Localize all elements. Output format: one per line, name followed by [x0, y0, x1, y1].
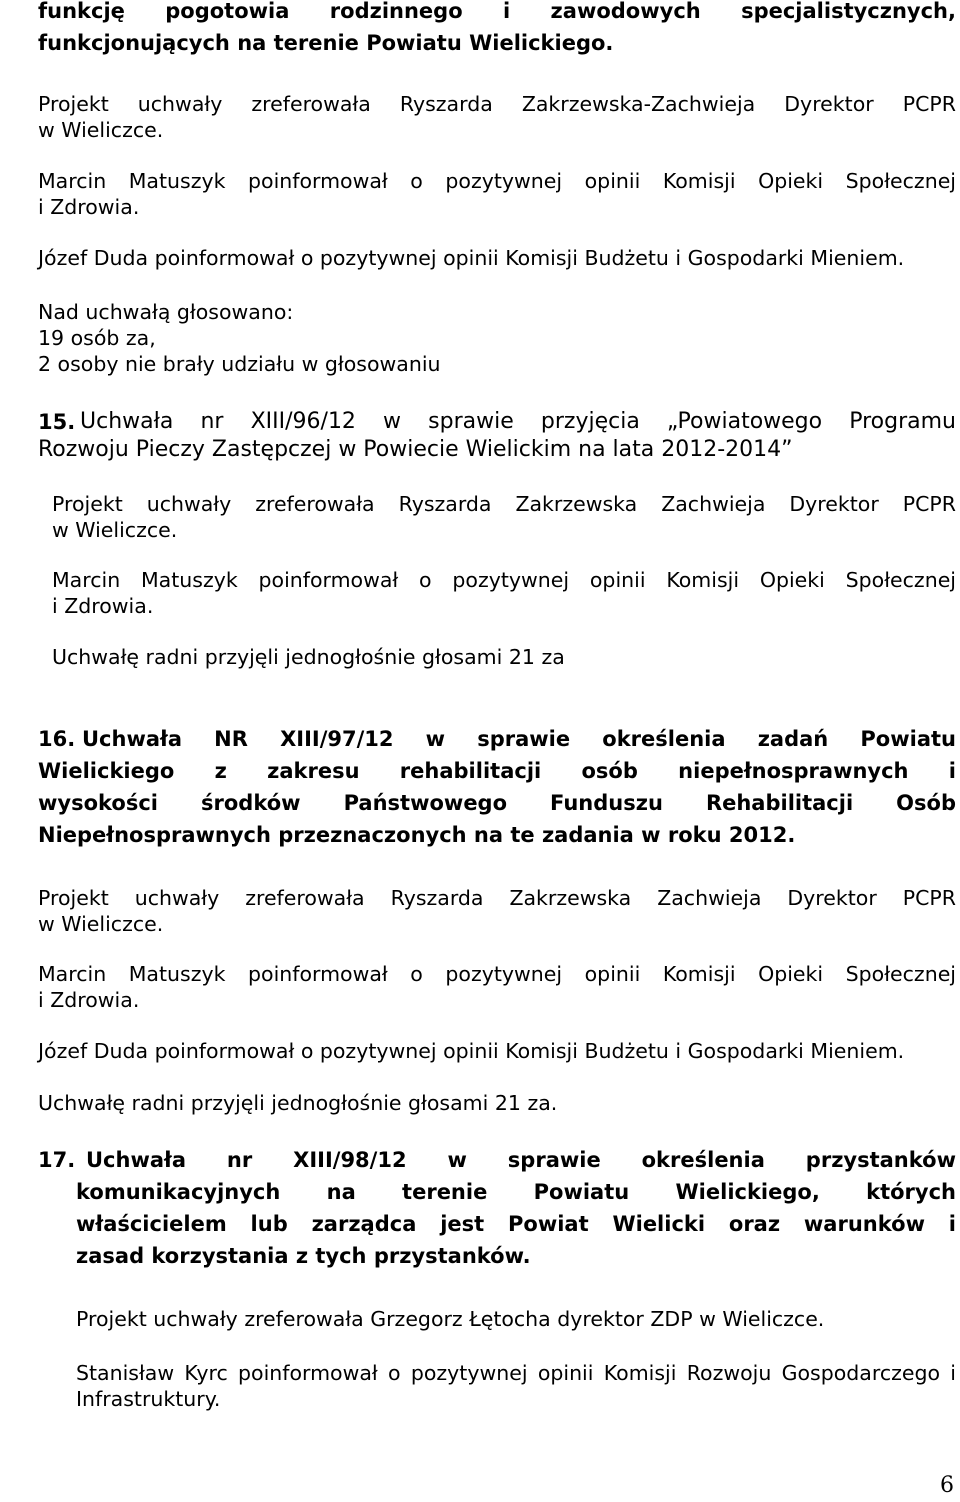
section-number: 15.	[38, 410, 76, 434]
paragraph: Marcin Matuszyk poinformował o pozytywnej opinii Komisji Opieki Społecznej	[38, 962, 956, 986]
section-title: Wielickiego z zakresu rehabilitacji osób niepełnosprawnych i	[38, 759, 956, 783]
paragraph: i Zdrowia.	[38, 988, 140, 1012]
paragraph: Infrastruktury.	[76, 1387, 221, 1411]
paragraph: i Zdrowia.	[38, 195, 140, 219]
section-title: zasad korzystania z tych przystanków.	[76, 1244, 531, 1268]
vote-abstain: 2 osoby nie brały udziału w głosowaniu	[38, 352, 441, 376]
vote-label: Nad uchwałą głosowano:	[38, 300, 294, 324]
paragraph: i Zdrowia.	[52, 594, 154, 618]
paragraph: Uchwałę radni przyjęli jednogłośnie głosami 21 za	[52, 645, 565, 669]
vote-for: 19 osób za,	[38, 326, 156, 350]
paragraph: Józef Duda poinformował o pozytywnej opinii Komisji Budżetu i Gospodarki Mieniem.	[38, 1039, 905, 1063]
paragraph: w Wieliczce.	[52, 518, 178, 542]
paragraph: Stanisław Kyrc poinformował o pozytywnej opinii Komisji Rozwoju Gospodarczego i	[76, 1361, 956, 1385]
paragraph: Projekt uchwały zreferowała Ryszarda Zakrzewska-Zachwieja Dyrektor PCPR	[38, 92, 956, 116]
section-title: Uchwała NR XIII/97/12 w sprawie określenia zadań Powiatu	[82, 727, 956, 751]
section-number: 16.	[38, 727, 76, 751]
paragraph: Projekt uchwały zreferowała Ryszarda Zakrzewska Zachwieja Dyrektor PCPR	[52, 492, 956, 516]
section-title: wysokości środków Państwowego Funduszu Rehabilitacji Osób	[38, 791, 956, 815]
paragraph: w Wieliczce.	[38, 118, 164, 142]
section-title: właścicielem lub zarządca jest Powiat Wielicki oraz warunków i	[76, 1212, 956, 1236]
section-title: Uchwała nr XIII/96/12 w sprawie przyjęcia „Powiatowego Programu	[80, 409, 956, 434]
section-title: Niepełnosprawnych przeznaczonych na te zadania w roku 2012.	[38, 823, 796, 847]
continued-heading-line1: funkcję pogotowia rodzinnego i zawodowych specjalistycznych,	[38, 0, 956, 23]
paragraph: Marcin Matuszyk poinformował o pozytywnej opinii Komisji Opieki Społecznej	[38, 169, 956, 193]
section-title: Rozwoju Pieczy Zastępczej w Powiecie Wielickim na lata 2012-2014”	[38, 437, 793, 462]
paragraph: Projekt uchwały zreferowała Ryszarda Zakrzewska Zachwieja Dyrektor PCPR	[38, 886, 956, 910]
paragraph: Projekt uchwały zreferowała Grzegorz Łętocha dyrektor ZDP w Wieliczce.	[76, 1307, 825, 1331]
paragraph: Józef Duda poinformował o pozytywnej opinii Komisji Budżetu i Gospodarki Mieniem.	[38, 246, 905, 270]
continued-heading-line2: funkcjonujących na terenie Powiatu Wielickiego.	[38, 31, 614, 55]
section-title: Uchwała nr XIII/98/12 w sprawie określenia przystanków	[86, 1148, 956, 1172]
paragraph: Uchwałę radni przyjęli jednogłośnie głosami 21 za.	[38, 1091, 558, 1115]
section-number: 17.	[38, 1148, 76, 1172]
page-number: 6	[940, 1473, 954, 1498]
paragraph: Marcin Matuszyk poinformował o pozytywnej opinii Komisji Opieki Społecznej	[52, 568, 956, 592]
paragraph: w Wieliczce.	[38, 912, 164, 936]
section-title: komunikacyjnych na terenie Powiatu Wielickiego, których	[76, 1180, 956, 1204]
